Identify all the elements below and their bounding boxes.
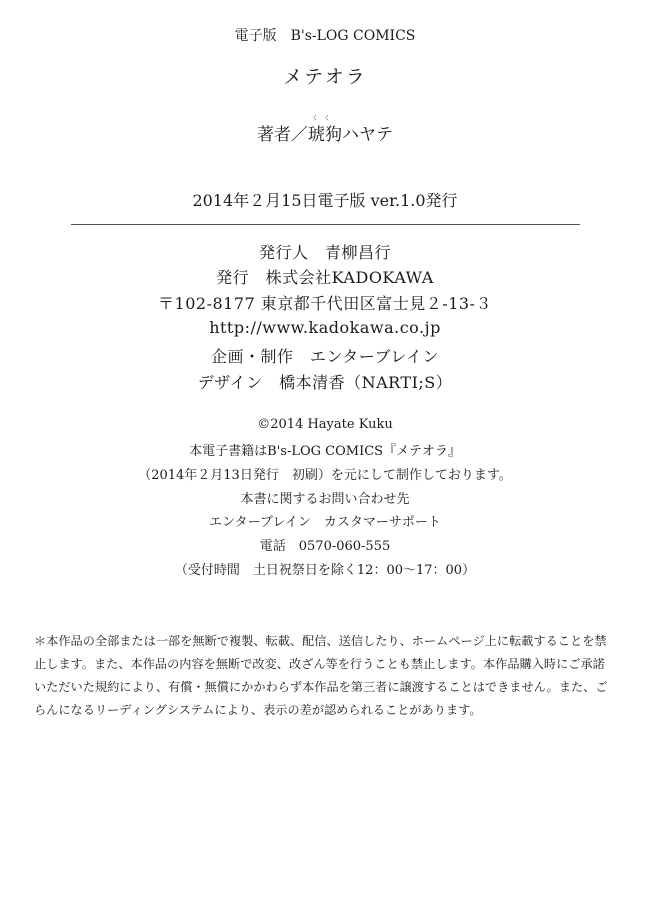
book-title: メテオラ: [283, 66, 367, 88]
credit-design: デザイン 橋本清香（NARTI;S）: [197, 373, 453, 392]
disclaimer-line: ＊本作品の全部または一部を無断で複製、転載、配信、送信したり、ホームページ上に転載することを禁: [34, 634, 607, 648]
disclaimer-line: 止します。また、本作品の内容を無断で改変、改ざん等を行うことも禁止します。本作品購入時にご承諾: [34, 657, 605, 671]
disclaimer-line: いただいた規約により、有償・無償にかかわらず本作品を第三者に譲渡することはできません。また、ご: [34, 680, 608, 694]
author-line: 著者／琥狗ハヤテ: [257, 125, 393, 145]
divider: [71, 224, 580, 225]
disclaimer: [34, 630, 620, 722]
edition-label: 電子版 B's-LOG COMICS: [234, 28, 416, 44]
copyright-line: ©2014 Hayate Kuku: [257, 417, 393, 432]
credit-production: 企画・制作 エンターブレイン: [210, 347, 440, 366]
contact-phone: 電話 0570-060-555: [259, 539, 391, 554]
credit-address: 〒102-8177 東京都千代田区富士見２-13-３: [158, 294, 492, 313]
credit-url: http://www.kadokawa.co.jp: [209, 318, 441, 337]
credit-company: 発行 株式会社KADOKAWA: [216, 268, 434, 287]
source-date-line: （2014年２月13日発行 初刷）を元にして制作しております。: [138, 468, 512, 483]
disclaimer-line: らんになるリーディングシステムにより、表示の差が認められることがあります。: [34, 703, 482, 717]
source-line: 本電子書籍はB's-LOG COMICS『メテオラ』: [189, 444, 461, 459]
publication-date: 2014年２月15日電子版 ver.1.0発行: [192, 191, 458, 210]
credit-publisher: 発行人 青柳昌行: [258, 243, 391, 262]
contact-heading: 本書に関するお問い合わせ先: [240, 492, 410, 507]
contact-hours: （受付時間 土日祝祭日を除く12：00～17：00）: [174, 563, 476, 578]
contact-support: エンターブレイン カスタマーサポート: [209, 515, 441, 530]
author-ruby: く く: [312, 115, 331, 122]
